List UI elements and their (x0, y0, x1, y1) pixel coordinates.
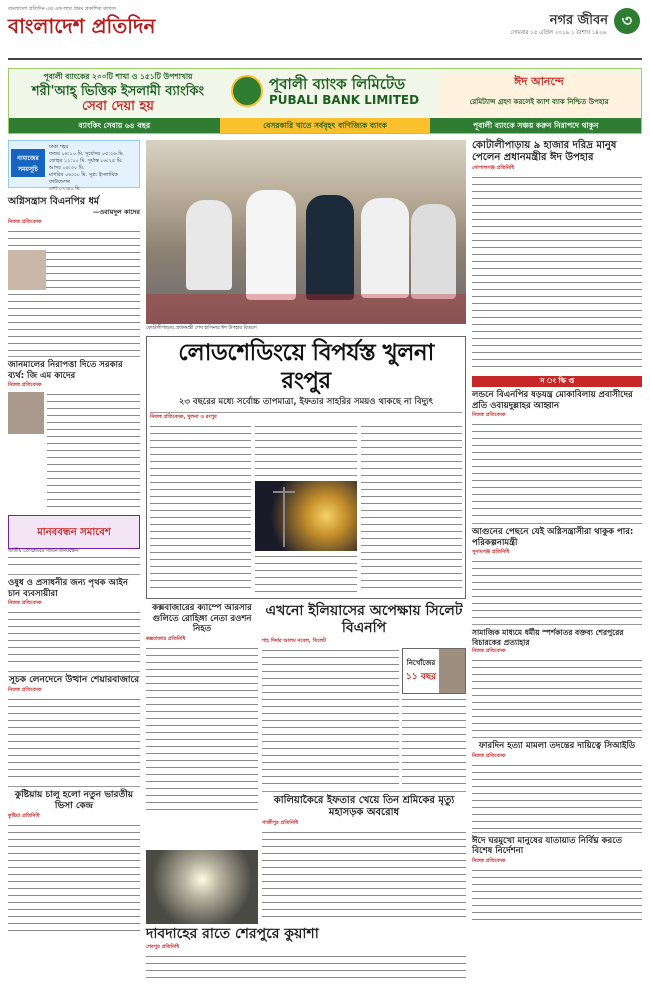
article-body (8, 697, 140, 783)
article-byline: শেরপুর প্রতিনিধি (146, 944, 180, 950)
article-fardin (472, 741, 642, 829)
article-body (472, 175, 642, 373)
article-byline: নিজস্ব প্রতিবেদক (472, 412, 506, 418)
section-header (510, 8, 640, 38)
prayer-times-label: নামাজের সময়সূচি (11, 149, 45, 177)
article-body (262, 830, 466, 918)
prayer-times-box (8, 140, 140, 192)
article-byline: নিজস্ব প্রতিবেদক, খুলনা ও রংপুর (150, 414, 217, 420)
article-body (472, 422, 642, 520)
ad-strip-savings: পূবালী ব্যাংকে সঞ্চয় করুন নিরাপদে থাকুন (472, 121, 599, 130)
article-headline: দাবদাহের রাতে শেরপুরে কুয়াশা (146, 926, 319, 942)
center-column (146, 140, 466, 984)
article-byline: নিজস্ব প্রতিবেদক (8, 219, 42, 225)
bank-name-bn: পূবালী ব্যাংক লিমিটেড (269, 75, 406, 93)
article-body-col2b (255, 554, 356, 594)
article-headline-sub: —ওবায়দুল কাদের (92, 208, 140, 216)
section-name: নগর জীবন (549, 12, 608, 28)
photo-caption: জাতীয় প্রেসক্লাবের সামনে মানববন্ধন (8, 549, 79, 554)
banner-subheadline: ২৩ বছরের মধ্যে সর্বোচ্চ তাপমাত্রা, ইফতার সাহরির সময়ও থাকছে না বিদ্যুৎ (150, 395, 462, 413)
article-sharemarket (8, 675, 140, 783)
masthead-title: বাংলাদেশ প্রতিদিন (8, 14, 156, 38)
article-body (8, 229, 140, 353)
prayer-fajr: ফজর ০৪:১০ মি. সূর্যোদয় ০৫:২৬ মি. (49, 151, 124, 157)
article-headline: লন্ডনে বিএনপির ষড়যন্ত্র মোকাবিলায় প্রবাসীদের প্রতি ওবায়দুল্লাহর আহ্বান (472, 390, 633, 411)
article-body (47, 392, 140, 512)
article-byline: নিজস্ব প্রতিবেদক (8, 600, 42, 606)
right-column (472, 140, 642, 924)
photo-caption: কোটালীপাড়ায় প্রধানমন্ত্রী শেখ হাসিনার ঈদ উপহার বিতরণ (146, 326, 257, 331)
rally-banner-text: মানববন্ধন সমাবেশ (37, 527, 111, 538)
loadshedding-story (146, 336, 466, 599)
article-byline: কুষ্টিয়া প্রতিনিধি (8, 813, 40, 819)
article-byline: নিজস্ব প্রতিবেদক (8, 382, 42, 388)
missing-years-box (402, 648, 466, 694)
article-body (472, 763, 642, 829)
lightbulb-photo (255, 481, 356, 551)
article-headline: কুষ্টিয়ায় চালু হলো নতুন ভারতীয় ভিসা কেন্দ্র (14, 790, 134, 811)
article-byline: কক্সবাজার প্রতিনিধি (146, 635, 186, 642)
divider (472, 832, 642, 833)
article-headline: অগ্নিসন্ত্রাস বিএনপির ধর্ম (8, 196, 100, 207)
ad-strip (9, 118, 641, 133)
article-body (472, 868, 642, 924)
article-headline: কক্সবাজারের ক্যাম্পে আরসার গুলিতে রোহিঙ্গা নেতা রওশন নিহত (152, 603, 252, 634)
ad-strip-years: ব্যাংকিং সেবায় ৬৪ বছর (78, 121, 151, 130)
ad-islamic-banking: শরী'আহ্ ভিত্তিক ইসলামী ব্যাংকিং (31, 84, 205, 99)
rally-photo (8, 515, 140, 549)
article-byline: সুনামগঞ্জ প্রতিনিধি (472, 549, 510, 555)
article-london (472, 390, 642, 520)
article-headline: ফারদিন হত্যা মামলা তদন্তের দায়িত্বে সিআইডি (478, 741, 636, 751)
ad-cashback-text: রেমিট্যান্স গ্রহণ করলেই ক্যাশ ব্যাক নিশ্চিত উপহার (469, 98, 609, 106)
header-rule (8, 58, 642, 60)
article-body (146, 954, 466, 984)
bank-name-en: PUBALI BANK LIMITED (269, 93, 420, 107)
article-byline: নিজস্ব প্রতিবেদক (472, 752, 506, 759)
prayer-asr: আসর ০৪:৩০ মি. (49, 165, 85, 171)
missing-years: ১১ বছর (405, 672, 437, 682)
article-fog (146, 926, 466, 984)
page-number: ৩ (614, 8, 640, 34)
article-body-col3 (361, 424, 462, 594)
article-judge (472, 628, 642, 734)
divider (472, 624, 642, 625)
masthead-logo (8, 6, 228, 36)
article-headline: এখনো ইলিয়াসের অপেক্ষায় সিলেট বিএনপি (265, 603, 463, 636)
article-arson (8, 196, 140, 353)
ad-branch-text: পূবালী ব্যাংকের ২০০টি শাখা ও ১৫১টি উপশাখায় (43, 72, 193, 81)
article-headline: ওষুধ ও প্রসাধনীর জন্য পৃথক আইন চান ব্যবসায়ীরা (8, 578, 128, 599)
banner-headline: লোডশেডিংয়ে বিপর্যস্ত খুলনা রংপুর (178, 340, 434, 394)
left-column (8, 140, 140, 933)
divider (8, 786, 140, 787)
ad-eid-title: ঈদ আনন্দে (514, 75, 564, 88)
article-byline: শাহ দিদার আলম নবেল, সিলেট (262, 638, 326, 644)
portrait-photo (8, 250, 46, 290)
article-body-col1 (150, 424, 251, 594)
issue-date: সোমবার ১৫ এপ্রিল ২০১৯ ১ বৈশাখ ১৪২৬ (510, 30, 606, 36)
article-body (146, 646, 258, 810)
divider (8, 671, 140, 672)
fog-photo (146, 850, 258, 924)
article-body (472, 559, 642, 621)
article-body-col2 (255, 424, 356, 478)
article-byline: নিজস্ব প্রতিবেদক (472, 857, 506, 864)
divider (472, 523, 642, 524)
divider (262, 791, 466, 792)
eid-gift-photo (146, 140, 466, 324)
portrait-photo (8, 392, 44, 434)
article-headline: ঈদে ঘরমুখো মানুষের যাতায়াত নির্বিঘ্ন করতে বিশেষ নির্দেশনা (472, 835, 623, 856)
ad-bank-brand (231, 73, 431, 117)
article-byline: গাজীপুর প্রতিনিধি (262, 820, 299, 826)
caption-body (8, 555, 140, 571)
portrait-photo (439, 649, 465, 693)
article-fire (472, 527, 642, 621)
article-ilias (262, 603, 466, 918)
article-headline: কোটালীপাড়ায় ৯ হাজার দরিদ্র মানুষ পেলেন প্রধানমন্ত্রীর ঈদ উপহার (472, 140, 617, 163)
article-byline: গোপালগঞ্জ প্রতিনিধি (472, 165, 515, 171)
ad-strip-largest: বেসরকারি খাতে সর্ববৃহৎ বাণিজ্যিক ব্যাংক (220, 118, 431, 133)
prayer-isha: এশা ০৭:৪০ মি. (49, 186, 81, 192)
article-byline: নিজস্ব প্রতিবেদক (472, 648, 506, 654)
article-body-side (402, 697, 466, 787)
ad-service-text: সেবা দেয়া হয় (82, 99, 154, 114)
article-body (8, 823, 140, 933)
prayer-maghrib: মাগরিব ০৬:৩০ মি. সূত্র: ইসলামিক ফাউন্ডেশন (49, 172, 118, 185)
prayer-times-list (49, 144, 137, 193)
bank-advertisement (8, 68, 642, 134)
article-headline: সামাজিক মাধ্যমে ধর্মীয় স্পর্শকাতর বক্তব্য শেরপুরের বিচারকের প্রত্যাহার (472, 628, 624, 647)
divider (8, 574, 140, 575)
article-body (472, 658, 642, 734)
article-byline: নিজস্ব প্রতিবেদক (8, 687, 42, 693)
article-cosmetics (8, 578, 140, 668)
article-headline: জানমালের নিরাপত্তা দিতে সরকার ব্যর্থ: জি এম কাদের (8, 360, 123, 381)
article-headline: সূচক লেনদেনে উত্থান শেয়ারবাজারে (8, 675, 140, 685)
bank-logo-icon (231, 75, 263, 107)
article-visa-center (8, 790, 140, 933)
article-eid-travel (472, 836, 642, 924)
divider (472, 737, 642, 738)
article-jm-kader (8, 360, 140, 512)
brief-news-strip: স ং ক্ষি প্ত (472, 376, 642, 387)
ad-left-panel (9, 69, 227, 119)
prayer-zuhr: জোহর ১২:১০ মি. সূর্যাস্ত ০৬:২৫ মি. (49, 158, 123, 164)
masthead-tagline: বাংলাদেশ প্রতিদিন এর এক লাখ প্রথম প্রকাশিত কাগজ (8, 6, 116, 12)
kaliakair-headline: কালিয়াকৈরে ইফতার খেয়ে তিন শ্রমিকের মৃত্যু মহাসড়ক অবরোধ (273, 795, 455, 818)
article-eid-gift (472, 140, 642, 373)
ad-eid-offer (439, 73, 639, 117)
article-headline: আগুনের পেছনে যেই অগ্নিসন্ত্রাসীরা থাকুক পার: পরিকল্পনামন্ত্রী (472, 527, 634, 548)
article-body (262, 648, 399, 788)
prayer-city: ঢাকা শহর (49, 144, 69, 150)
article-body (8, 610, 140, 668)
divider (8, 356, 140, 357)
missing-label: নিখোঁজের (406, 659, 436, 667)
